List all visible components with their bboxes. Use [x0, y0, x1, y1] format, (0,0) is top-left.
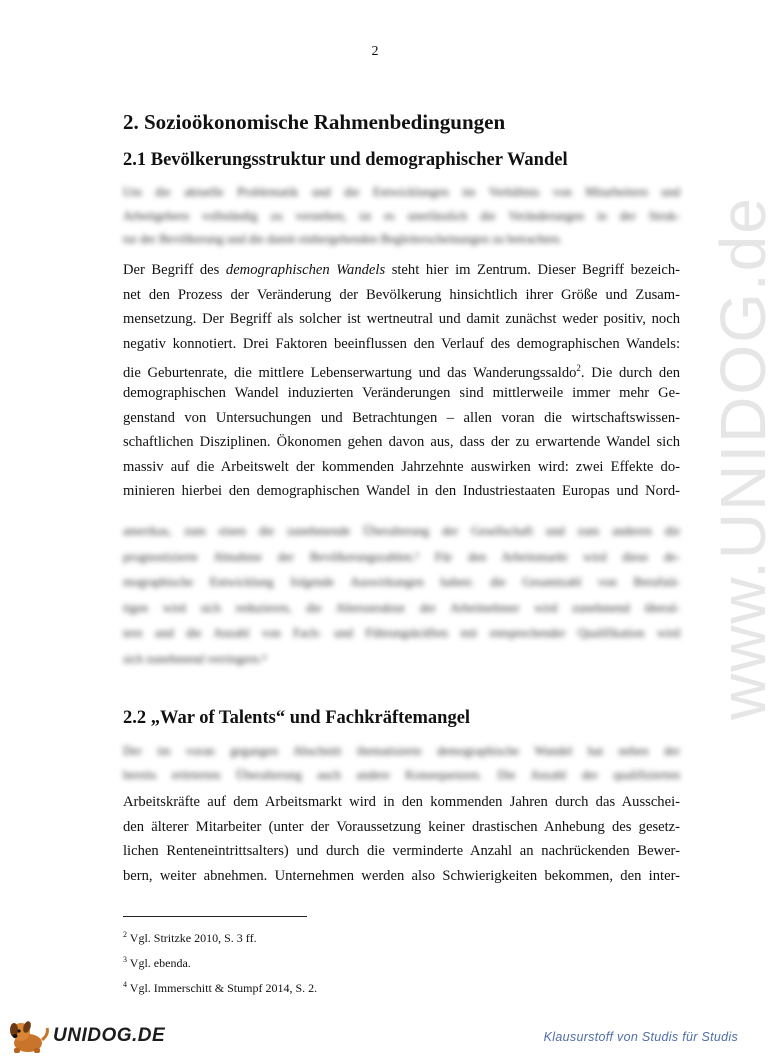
text-line: Um die aktuelle Problematik und die Entwicklungen im Verhältnis von Mitarbeitern und — [123, 185, 680, 199]
text-line: tur der Bevölkerung und die damit einhergehenden Begleiterscheinungen zu betrachten. — [123, 232, 563, 247]
subsection-heading-2-2: 2.2 „War of Talents“ und Fachkräftemangel — [123, 708, 471, 728]
text-line: massiv auf die Arbeitswelt der kommenden Jahrzehnte auswirken wird: zwei Effekte do- — [123, 458, 680, 475]
text-line: tern und die Anzahl von Fach- und Führungskräften mit entsprechender Qualifikation wird — [123, 626, 680, 641]
text-line: den älterer Mitarbeiter (unter der Voraussetzung keiner drastischen Anhebung des gesetz- — [123, 818, 680, 835]
text-line: bern, weiter abnehmen. Unternehmen werden also Schwierigkeiten bekommen, den inter- — [123, 867, 680, 884]
body-paragraph-demographic-change — [123, 258, 680, 504]
unidog-logo — [6, 1018, 165, 1054]
text-line: tigen wird sich reduzieren, die Altersstruktur der Arbeitnehmer wird zunehmend überal- — [123, 600, 680, 615]
text-line: negativ konnotiert. Drei Faktoren beeinflussen den Verlauf des demographischen Wandels: — [123, 335, 680, 352]
text-line: demographischen Wandel induzierten Veränderungen sind mittlerweile immer mehr Ge- — [123, 384, 680, 401]
text-line: mensetzung. Der Begriff als solcher ist wertneutral und damit zunächst weder positiv, noch — [123, 311, 680, 328]
watermark: www.UNIDOG.de — [707, 196, 779, 720]
text-line: Der im voran gegangen Abschnitt thematisierte demographische Wandel hat neben der — [123, 744, 680, 758]
footer-tagline: Klausurstoff von Studis für Studis — [543, 1030, 738, 1044]
text-line: bereits erörterten Überalterung auch andere Konsequenzen. Die Anzahl der qualifizierten — [123, 767, 680, 782]
text-line: mographische Entwicklung folgende Auswirkungen haben: die Gesamtzahl von Berufstä- — [123, 575, 680, 590]
subsection-heading-2-1: 2.1 Bevölkerungsstruktur und demographischer Wandel — [123, 150, 568, 170]
text-line: amerikas, zum einen die zunehmende Überalterung der Gesellschaft und zum anderen die — [123, 524, 680, 538]
footnote: $^2$ Vgl. Stritzke 2010, S. 3 ff. — [123, 930, 257, 945]
text-line: lichen Renteneintrittsalters) und durch die verminderte Anzahl an nachrückenden Bewer- — [123, 843, 680, 859]
text-line: Arbeitgebern vollständig zu verstehen, ist es unerlässlich die Veränderungen in der Struk- — [123, 208, 680, 223]
text-line: schaftlichen Disziplinen. Ökonomen gehen davon aus, dass der zu erwartende Wandel sich — [123, 434, 680, 451]
footnote: $^4$ Vgl. Immerschitt & Stumpf 2014, S. 2. — [123, 980, 318, 995]
logo-text: UNIDOG.DE — [53, 1025, 166, 1046]
text-line: net den Prozess der Veränderung der Bevölkerung hinsichtlich ihrer Größe und Zusam- — [123, 286, 680, 303]
body-paragraph-skilled-workers — [123, 790, 680, 888]
footnotes — [123, 924, 317, 999]
text-line: die Geburtenrate, die mittlere Lebenserwartung und das Wanderungssaldo$^2$. Die durch den — [123, 363, 680, 382]
text-line: Arbeitskräfte auf dem Arbeitsmarkt wird in den kommenden Jahren durch das Ausschei- — [123, 794, 680, 810]
text-line: minieren hierbei den demographischen Wandel in den Industriestaaten Europas und Nord- — [123, 483, 680, 500]
footnote-ref: 2 — [576, 363, 581, 374]
blurred-paragraph-consequences — [123, 740, 680, 787]
page-number: 2 — [371, 44, 379, 59]
footnote-divider — [123, 916, 307, 917]
section-heading: 2. Sozioökonomische Rahmenbedingungen — [123, 110, 506, 134]
blurred-paragraph-intro — [123, 181, 680, 252]
text-line: Der Begriff des demographischen Wandels steht hier im Zentrum. Dieser Begriff bezeich- — [123, 262, 681, 278]
dog-mascot-icon — [6, 1018, 52, 1054]
text-line: sich zunehmend verringern.⁴ — [123, 651, 267, 666]
blurred-paragraph-effects — [123, 519, 680, 673]
text-line: prognostizierte Abnahme der Bevölkerungszahlen.³ Für den Arbeitsmarkt wird diese de- — [123, 549, 680, 564]
footnote: $^3$ Vgl. ebenda. — [123, 955, 191, 970]
text-line: genstand von Untersuchungen und Betrachtungen – allen voran die wirtschaftswissen- — [123, 409, 680, 426]
